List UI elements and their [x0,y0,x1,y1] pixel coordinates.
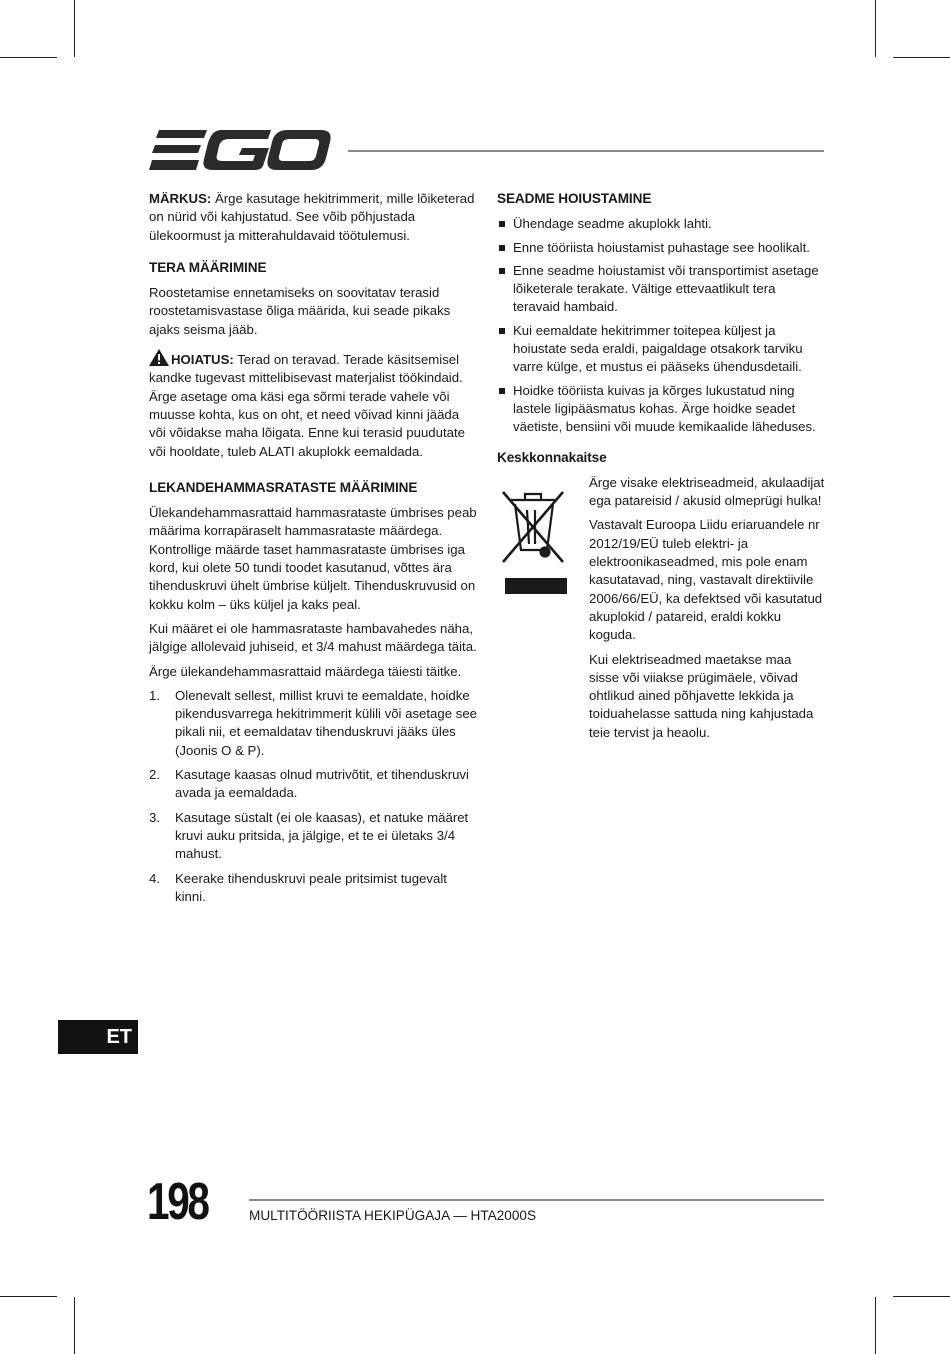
warning-label: HOIATUS: [171,352,234,368]
step-text: Olenevalt sellest, millist kruvi te eemaldate, hoidke pikendusvarrega hekitrimmerit külili või asetage see pikali nii, et eemaldatav tihenduskruvi jääks üles (Joonis O & P). [175,687,477,758]
note-paragraph [149,190,477,245]
bullet-icon [499,245,505,251]
gear-paragraph-1: Ülekandehammasrattaid hammasrataste ümbrises peab määrima korrapäraselt hammasrataste määrdega. Kontrollige määrde taset hammasrataste ümbrises iga kord, kui olete 50 tundi toodet kasutanud, võttes ära tihenduskruvi ühelt ümbrise küljelt. Tihenduskruvusid on kokku kolm – üks küljel ja kaks peal. [149,505,477,612]
list-item [497,262,825,317]
crop-mark [0,1296,57,1297]
crop-mark [74,1297,75,1354]
language-tab: ET [58,1020,138,1054]
left-column [149,190,477,912]
list-item [497,239,825,257]
gear-paragraph-2: Kui määret ei ole hammasrataste hambavahedes näha, jälgige allolevaid juhiseid, et 3/4 mahust määrdega täita. [149,620,477,655]
list-item [497,382,825,437]
blade-heading: TERA MÄÄRIMINE [149,259,267,275]
header-rule [348,150,824,152]
warning-triangle-icon [149,349,169,366]
crop-mark [875,0,876,57]
list-item [497,215,825,233]
list-item [149,809,477,864]
bullet-icon [499,388,505,394]
bullet-icon [499,221,505,227]
warning-text: Terad on teravad. Terade käsitsemisel kandke tugevast mittelibisevast materjalist töökindaid. Ärge asetage oma käsi ega sõrmi terade vahele või muusse kohta, kus on oht, et need võivad kinni jääda või võidakse maha lõigata. Enne kui terasid puudutate või hooldate, tuleb ALATI akuplokk eemaldada. [149,352,465,459]
environment-text [589,474,825,742]
storage-list [497,215,825,436]
step-text: Kasutage süstalt (ei ole kaasas), et natuke määret kruvi auku pritsida, ja jälgige, et te ei ületaks 3/4 mahust. [175,809,469,862]
step-text: Keerake tihenduskruvi peale pritsimist tugevalt kinni. [175,870,447,904]
note-text: Ärge kasutage hekitrimmerit, mille lõiketerad on nürid või kahjustatud. See võib põhjustada ülekoormust ja mitterahuldavaid töötulemusi. [149,191,475,243]
ego-logo [149,128,331,172]
environment-paragraph-1: Ärge visake elektriseadmeid, akulaadijat ega patareisid / akusid olmeprügi hulka! [589,474,825,509]
list-item-text: Kui eemaldate hekitrimmer toitepea küljest ja hoiustate seda eraldi, paigaldage otsakork tarviku varre külge, et mustus ei pääseks ühendusdetaili. [513,322,803,375]
right-column [497,190,825,748]
environment-section [497,474,825,742]
list-item [497,322,825,377]
step-number: 2. [149,767,160,783]
page-number: 198 [147,1173,208,1231]
step-number: 3. [149,809,160,825]
crop-mark [893,57,950,58]
gear-heading: LEKANDEHAMMASRATASTE MÄÄRIMINE [149,479,418,495]
environment-heading: Keskkonnakaitse [497,449,607,465]
footer-title: MULTITÖÖRIISTA HEKIPÜGAJA — HTA2000S [249,1208,537,1223]
gear-paragraph-3: Ärge ülekandehammasrattaid määrdega täiesti täitke. [149,663,462,679]
footer-rule [249,1199,824,1201]
list-item-text: Enne seadme hoiustamist või transportimist asetage lõiketerale terakate. Vältige ettevaatlikult tera teravaid hambaid. [513,262,819,315]
environment-paragraph-3: Kui elektriseadmed maetakse maa sisse või viiakse prügimäele, võivad ohtlikud ained põhjavette lekkida ja toiduahelasse sattuda ning kahjustada teie tervist ja heaolu. [589,651,814,740]
list-item-text: Ühendage seadme akuplokk lahti. [513,216,712,232]
list-item-text: Hoidke tööriista kuivas ja kõrges lukustatud ning lastele ligipääsmatus kohas. Ärge hoidke seadet väetiste, bensiini või muude kemikaalide läheduses. [513,382,816,435]
crop-mark [0,57,57,58]
list-item [149,766,477,803]
gear-steps-list [149,687,477,906]
crossed-bin-icon [497,478,569,596]
step-text: Kasutage kaasas olnud mutrivõtit, et tihenduskruvi avada ja eemaldada. [175,767,469,801]
list-item-text: Enne tööriista hoiustamist puhastage see hoolikalt. [513,239,810,255]
bullet-icon [499,328,505,334]
list-item [149,687,477,760]
crop-mark [875,1297,876,1354]
list-item [149,870,477,907]
blade-text: Roostetamise ennetamiseks on soovitatav terasid roostetamisvastase õliga määrida, kui seade pikaks ajaks seisma jääb. [149,285,451,337]
step-number: 4. [149,870,160,886]
warning-paragraph [149,349,477,461]
storage-heading: SEADME HOIUSTAMINE [497,191,652,206]
bullet-icon [499,268,505,274]
crop-mark [74,0,75,57]
note-label: MÄRKUS: [149,191,212,206]
environment-paragraph-2: Vastavalt Euroopa Liidu eriaruandele nr 2012/19/EÜ tuleb elektri- ja elektroonikaseadmed, mis pole enam kasutatavad, ning, vastavalt direktiivile 2006/66/EÜ, ka defektsed või kasutatud akuplokid / patareid, eraldi kokku koguda. [589,517,823,643]
crop-mark [893,1296,950,1297]
step-number: 1. [149,687,160,703]
